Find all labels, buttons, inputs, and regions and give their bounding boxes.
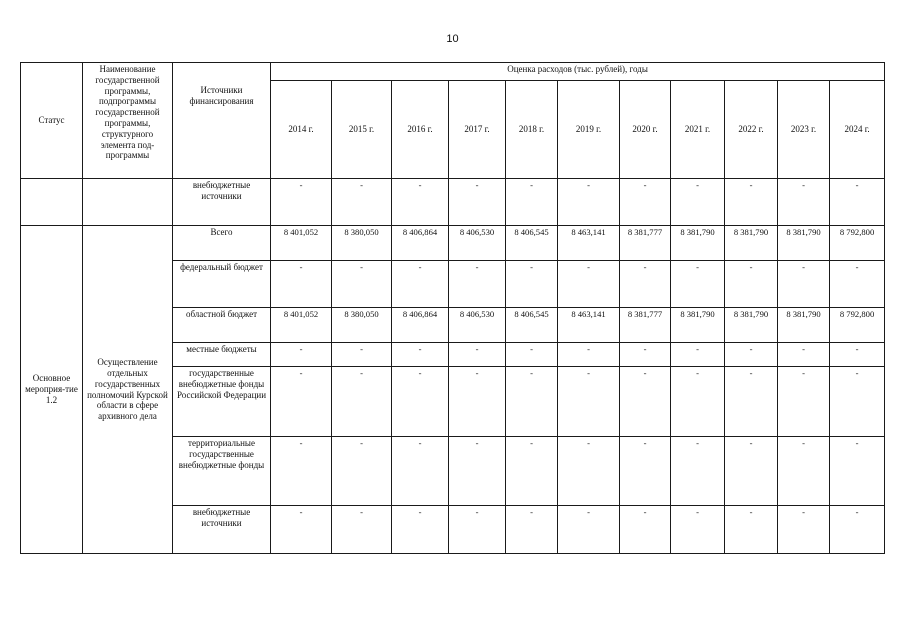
source-label: Всего (173, 226, 271, 261)
value-cell: 8 381,790 (725, 308, 778, 343)
value-cell: - (558, 367, 620, 437)
value-cell: - (392, 179, 449, 226)
value-cell: - (725, 506, 778, 554)
value-cell: - (332, 367, 392, 437)
header-year-2015: 2015 г. (332, 81, 392, 179)
value-cell: - (506, 179, 558, 226)
header-year-2021: 2021 г. (671, 81, 725, 179)
value-cell: 8 380,050 (332, 226, 392, 261)
value-cell: - (671, 261, 725, 308)
value-cell: - (506, 261, 558, 308)
value-cell: - (271, 367, 332, 437)
table-row (21, 179, 885, 226)
value-cell: - (332, 343, 392, 367)
value-cell: 8 401,052 (271, 226, 332, 261)
header-year-2016: 2016 г. (392, 81, 449, 179)
value-cell: - (558, 437, 620, 506)
value-cell: 8 381,790 (778, 226, 830, 261)
value-cell: - (332, 179, 392, 226)
value-cell: - (620, 343, 671, 367)
value-cell: - (449, 437, 506, 506)
value-cell: 8 406,545 (506, 226, 558, 261)
value-cell: - (558, 506, 620, 554)
value-cell: - (392, 506, 449, 554)
value-cell: - (778, 506, 830, 554)
value-cell: - (620, 506, 671, 554)
source-label: областной бюджет (173, 308, 271, 343)
value-cell: - (671, 506, 725, 554)
value-cell: - (332, 437, 392, 506)
value-cell: - (506, 437, 558, 506)
measure-name: Осуществление отдельных государственных полномочий Курской области в сфере архивного дела (83, 226, 173, 554)
value-cell: - (332, 261, 392, 308)
value-cell: 8 381,790 (778, 308, 830, 343)
value-cell: 8 380,050 (332, 308, 392, 343)
value-cell: - (271, 343, 332, 367)
value-cell: - (778, 261, 830, 308)
value-cell: - (830, 179, 885, 226)
value-cell: - (620, 261, 671, 308)
source-label: местные бюджеты (173, 343, 271, 367)
value-cell: - (620, 437, 671, 506)
value-cell: 8 381,790 (671, 308, 725, 343)
value-cell: - (271, 261, 332, 308)
value-cell: - (725, 367, 778, 437)
header-estimate: Оценка расходов (тыс. рублей), годы (271, 63, 885, 81)
header-year-2020: 2020 г. (620, 81, 671, 179)
value-cell: - (449, 261, 506, 308)
header-sources: Источники финансирования (173, 63, 271, 179)
value-cell: 8 463,141 (558, 226, 620, 261)
value-cell: - (558, 261, 620, 308)
value-cell: - (725, 343, 778, 367)
value-cell: - (778, 179, 830, 226)
header-year-2024: 2024 г. (830, 81, 885, 179)
value-cell: 8 381,790 (725, 226, 778, 261)
value-cell: - (830, 506, 885, 554)
header-name: Наименование государственной программы, подпрограммы государственной программы, структурного элемента под-программы (83, 63, 173, 179)
value-cell: - (830, 437, 885, 506)
value-cell: - (271, 506, 332, 554)
value-cell: - (449, 179, 506, 226)
header-status: Статус (21, 63, 83, 179)
source-label: внебюджетные источники (173, 179, 271, 226)
source-label: внебюджетные источники (173, 506, 271, 554)
header-year-2017: 2017 г. (449, 81, 506, 179)
value-cell: - (392, 343, 449, 367)
value-cell: - (725, 261, 778, 308)
value-cell: 8 381,777 (620, 308, 671, 343)
value-cell: - (332, 506, 392, 554)
value-cell: - (449, 343, 506, 367)
value-cell: 8 406,864 (392, 226, 449, 261)
header-year-2018: 2018 г. (506, 81, 558, 179)
value-cell: 8 381,790 (671, 226, 725, 261)
page-number: 10 (446, 33, 459, 45)
value-cell: - (671, 179, 725, 226)
row-name (83, 179, 173, 226)
value-cell: - (620, 367, 671, 437)
value-cell: - (830, 367, 885, 437)
value-cell: - (725, 437, 778, 506)
value-cell: - (830, 261, 885, 308)
table-row (21, 226, 885, 261)
value-cell: - (671, 343, 725, 367)
header-year-2023: 2023 г. (778, 81, 830, 179)
header-year-2014: 2014 г. (271, 81, 332, 179)
value-cell: 8 406,864 (392, 308, 449, 343)
value-cell: - (449, 506, 506, 554)
value-cell: - (392, 261, 449, 308)
value-cell: - (392, 367, 449, 437)
value-cell: - (778, 437, 830, 506)
header-year-2019: 2019 г. (558, 81, 620, 179)
value-cell: - (271, 179, 332, 226)
value-cell: - (671, 437, 725, 506)
value-cell: 8 406,530 (449, 226, 506, 261)
value-cell: - (271, 437, 332, 506)
budget-table (20, 62, 885, 554)
value-cell: 8 792,800 (830, 308, 885, 343)
value-cell: 8 463,141 (558, 308, 620, 343)
value-cell: - (449, 367, 506, 437)
value-cell: - (506, 367, 558, 437)
value-cell: 8 792,800 (830, 226, 885, 261)
value-cell: - (778, 343, 830, 367)
header-year-2022: 2022 г. (725, 81, 778, 179)
measure-status: Основное мероприя-тие 1.2 (21, 226, 83, 554)
value-cell: 8 406,545 (506, 308, 558, 343)
value-cell: - (506, 506, 558, 554)
value-cell: - (830, 343, 885, 367)
value-cell: - (778, 367, 830, 437)
value-cell: - (506, 343, 558, 367)
source-label: территориальные государственные внебюджетные фонды (173, 437, 271, 506)
value-cell: - (558, 343, 620, 367)
value-cell: - (392, 437, 449, 506)
value-cell: - (620, 179, 671, 226)
value-cell: - (725, 179, 778, 226)
value-cell: 8 401,052 (271, 308, 332, 343)
value-cell: 8 381,777 (620, 226, 671, 261)
source-label: федеральный бюджет (173, 261, 271, 308)
value-cell: - (671, 367, 725, 437)
value-cell: - (558, 179, 620, 226)
source-label: государственные внебюджетные фонды Российской Федерации (173, 367, 271, 437)
row-status (21, 179, 83, 226)
value-cell: 8 406,530 (449, 308, 506, 343)
